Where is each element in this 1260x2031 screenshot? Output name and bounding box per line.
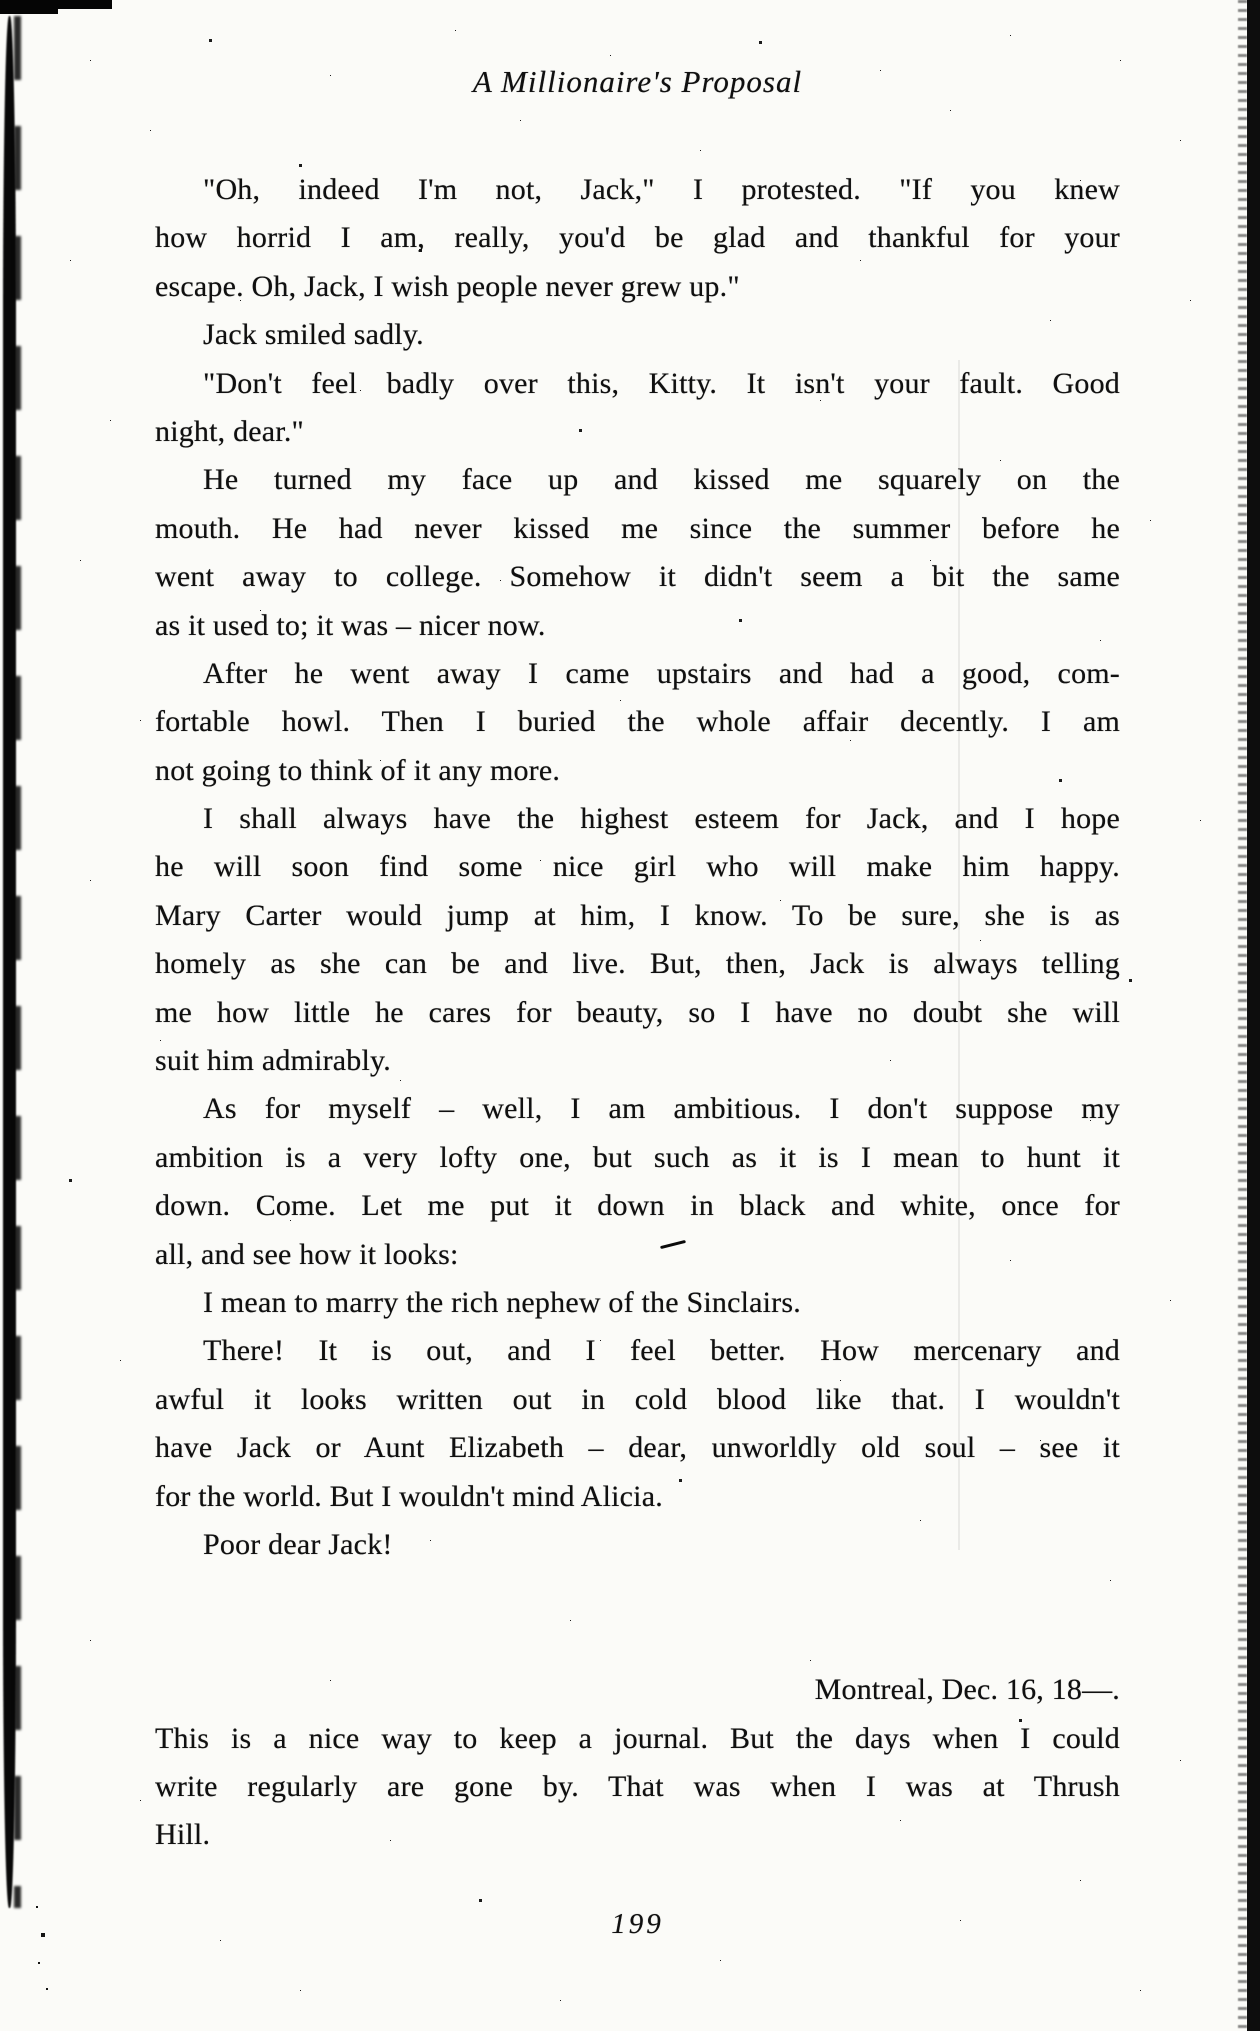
text-line: He turned my face up and kissed me squarely on the [203,463,1120,497]
text-line: homely as she can be and live. But, then, Jack is always telling [155,947,1120,981]
text-line: have Jack or Aunt Elizabeth – dear, unworldly old soul – see it [155,1431,1120,1465]
scan-artifact-right-edge-fuzz [1238,0,1247,2031]
text-line: fortable howl. Then I buried the whole affair decently. I am [155,705,1120,739]
scan-artifact-corner-marks [0,0,2,2]
running-header: A Millionaire's Proposal [472,64,803,99]
text-line: mouth. He had never kissed me since the summer before he [155,511,1120,545]
scan-artifact-top-bar [0,0,112,9]
text-line: After he went away I came upstairs and had a good, com- [203,656,1120,690]
text-line: "Don't feel badly over this, Kitty. It isn't your fault. Good [203,366,1120,400]
text-line: Hill. [155,1818,211,1852]
body-text [155,166,1120,1860]
text-line: write regularly are gone by. That was when I was at Thrush [155,1769,1120,1803]
text-line: This is a nice way to keep a journal. But the days when I could [155,1721,1120,1755]
text-line: all, and see how it looks: [155,1237,459,1271]
text-line: down. Come. Let me put it down in black and white, once for [155,1189,1120,1223]
text-line: how horrid I am, really, you'd be glad and thankful for your [155,221,1120,255]
text-line [155,1569,1120,1617]
text-line: Jack smiled sadly. [203,318,424,352]
text-line: Mary Carter would jump at him, I know. To be sure, she is as [155,898,1120,932]
text-line: he will soon find some nice girl who will make him happy. [155,850,1120,884]
text-line: As for myself – well, I am ambitious. I don't suppose my [203,1092,1120,1126]
text-line: ambition is a very lofty one, but such as it is I mean to hunt it [155,1140,1120,1174]
text-line: me how little he cares for beauty, so I have no doubt she will [155,995,1120,1029]
text-line: Montreal, Dec. 16, 18—. [814,1673,1120,1707]
text-line: went away to college. Somehow it didn't seem a bit the same [155,560,1120,594]
text-line: not going to think of it any more. [155,753,561,787]
text-line: I mean to marry the rich nephew of the Sinclairs. [203,1285,801,1319]
text-line: as it used to; it was – nicer now. [155,608,546,642]
text-line: awful it looks written out in cold blood like that. I wouldn't [155,1382,1120,1416]
scan-artifact-spine-jag [14,16,21,1908]
text-line: escape. Oh, Jack, I wish people never grew up." [155,269,740,303]
scan-artifact-right-edge [1247,0,1260,2031]
page-number: 199 [611,1908,664,1940]
text-line: There! It is out, and I feel better. How mercenary and [203,1334,1120,1368]
scan-artifact-top-bar-2 [0,9,58,14]
text-line: night, dear." [155,414,304,448]
text-line: I shall always have the highest esteem for Jack, and I hope [203,802,1120,836]
text-line: for the world. But I wouldn't mind Alicia. [155,1479,663,1513]
text-line [155,1618,1120,1666]
text-line: Poor dear Jack! [203,1527,393,1561]
text-line: "Oh, indeed I'm not, Jack," I protested. "If you knew [203,173,1120,206]
text-line: suit him admirably. [155,1044,391,1078]
